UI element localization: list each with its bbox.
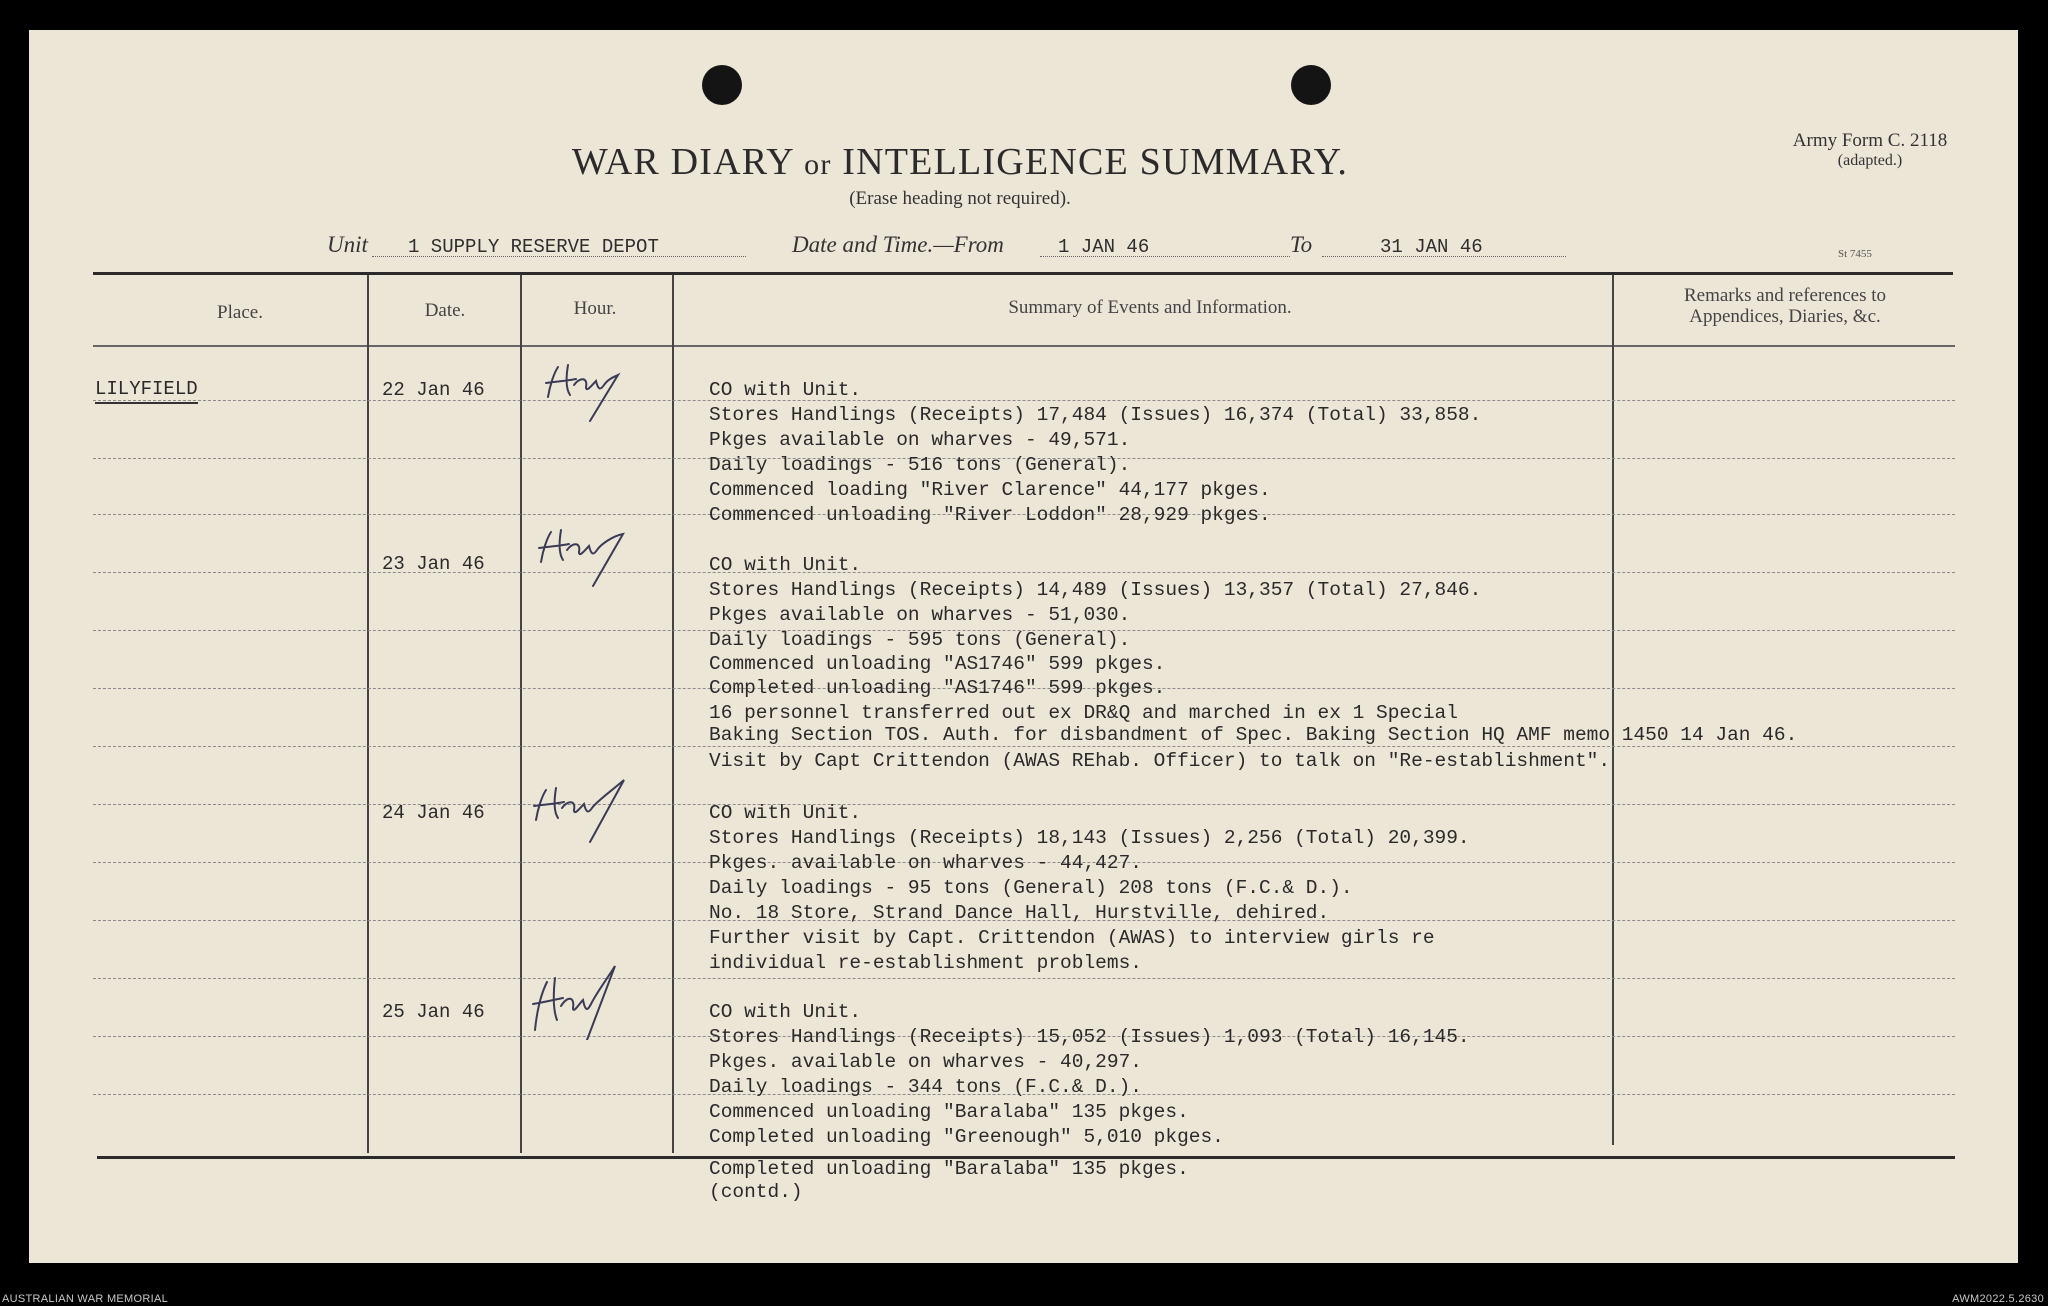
entry-line: Further visit by Capt. Crittendon (AWAS) to interview girls re: [709, 927, 1435, 949]
entry-line: Pkges available on wharves - 51,030.: [709, 604, 1131, 626]
date-label: Date and Time.—From: [792, 232, 1004, 257]
entry-date: 24 Jan 46: [382, 802, 485, 824]
col-head-remarks: Remarks and references to Appendices, Diaries, &c.: [1683, 285, 1887, 327]
col-head-hour: Hour.: [573, 298, 617, 319]
entry-line: Completed unloading "Greenough" 5,010 pkges.: [709, 1126, 1224, 1148]
unit-value: 1 SUPPLY RESERVE DEPOT: [408, 236, 659, 258]
date-from-dotline: [1040, 256, 1290, 257]
entry-line: Commenced loading "River Clarence" 44,177 pkges.: [709, 479, 1271, 501]
entry-line: Pkges. available on wharves - 44,427.: [709, 852, 1142, 874]
title-subtitle: (Erase heading not required).: [849, 188, 1071, 209]
punch-hole-left: [702, 65, 742, 105]
entry-line: Baking Section TOS. Auth. for disbandment of Spec. Baking Section HQ AMF memo 1450 14 Jan 46.: [709, 724, 1798, 746]
row-line: [93, 804, 1955, 805]
signature-mark: [525, 960, 635, 1040]
title-intelligence-summary: INTELLIGENCE SUMMARY.: [842, 141, 1349, 183]
entry-line: CO with Unit.: [709, 1001, 862, 1023]
entry-line: Daily loadings - 516 tons (General).: [709, 454, 1131, 476]
entry-line: individual re-establishment problems.: [709, 952, 1142, 974]
row-line: [93, 400, 1955, 401]
entry-line: Commenced unloading "River Loddon" 28,929 pkges.: [709, 504, 1271, 526]
table-top-rule: [93, 272, 1953, 275]
entry-line: Commenced unloading "Baralaba" 135 pkges.: [709, 1101, 1189, 1123]
unit-label: Unit: [327, 232, 368, 257]
date-to-dotline: [1322, 256, 1566, 257]
title-war-diary: WAR DIARY: [571, 141, 794, 183]
signature-mark: [533, 520, 643, 590]
col-head-place: Place.: [217, 302, 263, 323]
entry-line: CO with Unit.: [709, 554, 862, 576]
col-divider-2: [520, 275, 522, 1153]
entry-line: CO with Unit.: [709, 379, 862, 401]
entry-line: Stores Handlings (Receipts) 18,143 (Issues) 2,256 (Total) 20,399.: [709, 827, 1470, 849]
entry-line: Completed unloading "AS1746" 599 pkges.: [709, 677, 1166, 699]
page-title: [450, 140, 1470, 210]
date-from: 1 JAN 46: [1058, 236, 1150, 258]
header-rule: [93, 345, 1955, 347]
place-value: LILYFIELD: [95, 378, 198, 404]
entry-line: Pkges available on wharves - 49,571.: [709, 429, 1131, 451]
signature-mark: [528, 778, 643, 848]
col-divider-1: [367, 275, 369, 1153]
footer-archive-name: AUSTRALIAN WAR MEMORIAL: [2, 1293, 169, 1305]
title-or: or: [804, 148, 832, 181]
entry-line: Visit by Capt Crittendon (AWAS REhab. Officer) to talk on "Re-establishment".: [709, 750, 1611, 772]
army-form-label: [1770, 130, 1970, 170]
col-divider-3: [672, 275, 674, 1153]
to-label: To: [1290, 232, 1313, 257]
entry-line: Stores Handlings (Receipts) 15,052 (Issues) 1,093 (Total) 16,145.: [709, 1026, 1470, 1048]
col-divider-4: [1612, 275, 1614, 1145]
entry-date: 22 Jan 46: [382, 379, 485, 401]
entry-date: 25 Jan 46: [382, 1001, 485, 1023]
entry-line: Daily loadings - 95 tons (General) 208 tons (F.C.& D.).: [709, 877, 1353, 899]
entry-line: Stores Handlings (Receipts) 17,484 (Issues) 16,374 (Total) 33,858.: [709, 404, 1482, 426]
entry-line: Pkges. available on wharves - 40,297.: [709, 1051, 1142, 1073]
continued-note: (contd.): [709, 1181, 803, 1203]
unit-dotline: [372, 256, 746, 257]
entry-date: 23 Jan 46: [382, 553, 485, 575]
continuation-line: Completed unloading "Baralaba" 135 pkges.: [709, 1158, 1189, 1180]
row-line: [93, 978, 1955, 979]
entry-line: Commenced unloading "AS1746" 599 pkges.: [709, 653, 1166, 675]
entry-line: Daily loadings - 344 tons (F.C.& D.).: [709, 1076, 1142, 1098]
army-form-sub: (adapted.): [1837, 152, 1903, 169]
row-line: [93, 572, 1955, 573]
signature-mark: [540, 355, 650, 425]
date-to: 31 JAN 46: [1380, 236, 1483, 258]
entry-line: CO with Unit.: [709, 802, 862, 824]
entry-line: 16 personnel transferred out ex DR&Q and marched in ex 1 Special: [709, 702, 1458, 724]
col-head-summary: Summary of Events and Information.: [1008, 297, 1292, 318]
entry-line: No. 18 Store, Strand Dance Hall, Hurstville, dehired.: [709, 902, 1330, 924]
footer-accession-number: AWM2022.5.2630: [1952, 1293, 2044, 1305]
stamp-number: St 7455: [1838, 248, 1872, 260]
entry-line: Stores Handlings (Receipts) 14,489 (Issues) 13,357 (Total) 27,846.: [709, 579, 1482, 601]
army-form-number: Army Form C. 2118: [1792, 130, 1948, 151]
punch-hole-right: [1291, 65, 1331, 105]
entry-line: Daily loadings - 595 tons (General).: [709, 629, 1131, 651]
col-head-date: Date.: [424, 300, 466, 321]
